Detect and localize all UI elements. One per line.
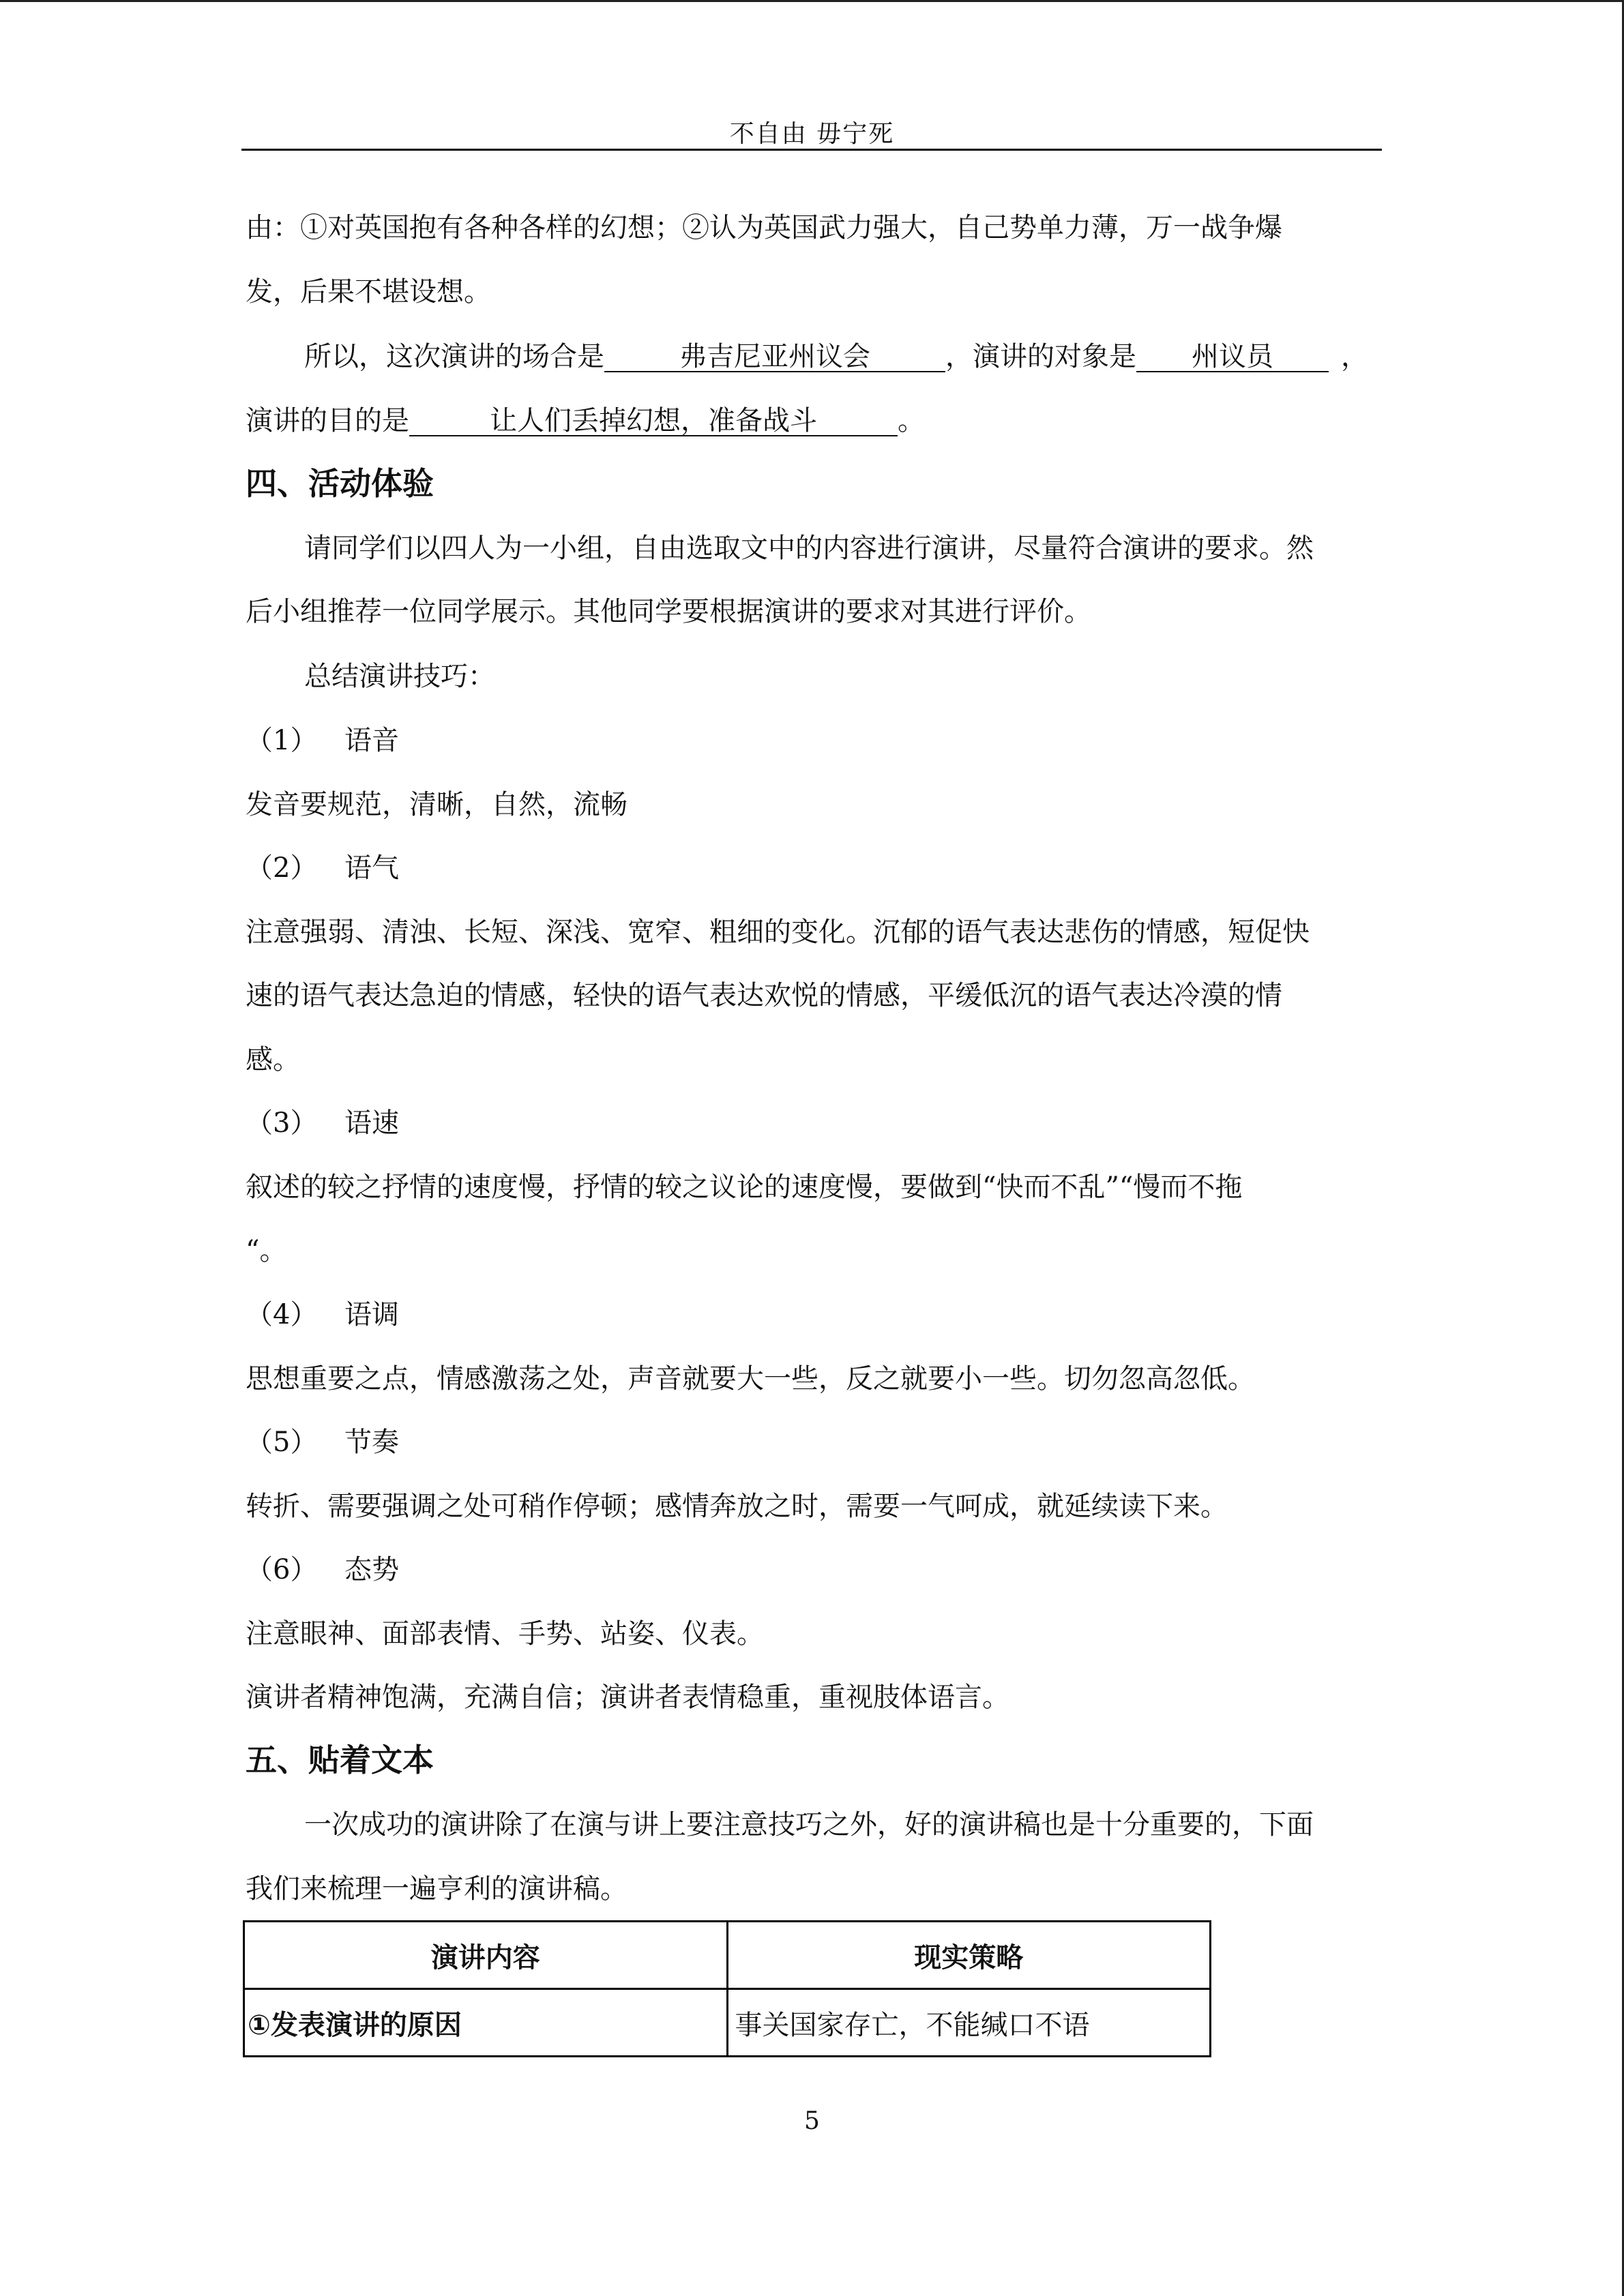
table-cell: 事关国家存亡，不能缄口不语 bbox=[727, 1989, 1211, 2057]
paragraph-line: 叙述的较之抒情的速度慢，抒情的较之议论的速度慢，要做到“快而不乱”“慢而不拖 bbox=[246, 1172, 1243, 1203]
fill-end: ， bbox=[1341, 341, 1368, 372]
item-number: （2） bbox=[246, 852, 318, 884]
section-heading: 五、贴着文本 bbox=[246, 1742, 434, 1778]
item-number: （1） bbox=[246, 725, 318, 756]
paragraph-line: 发音要规范，清晰，自然，流畅 bbox=[246, 789, 628, 820]
item-number: （3） bbox=[246, 1107, 318, 1139]
item-title: 语气 bbox=[344, 852, 399, 884]
technique-item-title bbox=[246, 1556, 399, 1583]
header-rule bbox=[241, 149, 1382, 151]
paragraph-line: 转折、需要强调之处可稍作停顿；感情奔放之时，需要一气呵成，就延续读下来。 bbox=[246, 1491, 1228, 1522]
answer-blank-place: 弗吉尼亚州议会 bbox=[604, 342, 945, 372]
fill-purpose-prefix: 演讲的目的是 bbox=[246, 405, 409, 436]
item-title: 语音 bbox=[344, 725, 399, 756]
technique-item-title bbox=[246, 854, 399, 882]
fill-in-sentence bbox=[304, 342, 1368, 372]
table-header-row bbox=[244, 1922, 1211, 1989]
paragraph-line: 演讲者精神饱满，充满自信；演讲者表情稳重，重视肢体语言。 bbox=[246, 1682, 1009, 1713]
summary-label: 总结演讲技巧： bbox=[304, 661, 495, 692]
speech-strategy-table bbox=[243, 1920, 1211, 2057]
technique-item-title bbox=[246, 1301, 399, 1328]
paragraph-line: 注意眼神、面部表情、手势、站姿、仪表。 bbox=[246, 1618, 764, 1650]
answer-blank-audience: 州议员 bbox=[1136, 342, 1329, 372]
page-number: 5 bbox=[804, 2107, 820, 2135]
paragraph-line: 后小组推荐一位同学展示。其他同学要根据演讲的要求对其进行评价。 bbox=[246, 596, 1091, 627]
technique-item-title bbox=[246, 1429, 399, 1456]
paragraph-line: 由：①对英国抱有各种各样的幻想；②认为英国武力强大，自己势单力薄，万一战争爆 bbox=[246, 212, 1282, 243]
item-number: （6） bbox=[246, 1554, 318, 1585]
item-number: （5） bbox=[246, 1427, 318, 1458]
paragraph-line: 发，后果不堪设想。 bbox=[246, 276, 491, 308]
answer-blank-purpose: 让人们丢掉幻想，准备战斗 bbox=[409, 406, 898, 436]
paragraph-line: “。 bbox=[246, 1235, 287, 1266]
fill-in-sentence bbox=[246, 406, 925, 436]
table-header-cell: 演讲内容 bbox=[244, 1922, 728, 1989]
table-header-cell: 现实策略 bbox=[727, 1922, 1211, 1989]
item-number: （4） bbox=[246, 1299, 318, 1330]
item-title: 节奏 bbox=[344, 1427, 399, 1458]
paragraph-line: 感。 bbox=[246, 1044, 300, 1075]
running-header: 不自由 毋宁死 bbox=[729, 120, 895, 148]
section-heading: 四、活动体验 bbox=[246, 465, 434, 502]
item-title: 态势 bbox=[344, 1554, 399, 1585]
paragraph-line: 思想重要之点，情感激荡之处，声音就要大一些，反之就要小一些。切勿忽高忽低。 bbox=[246, 1363, 1255, 1395]
paragraph-line: 我们来梳理一遍亨利的演讲稿。 bbox=[246, 1873, 628, 1905]
table-cell: ①发表演讲的原因 bbox=[244, 1989, 728, 2057]
item-title: 语调 bbox=[344, 1299, 399, 1330]
fill-prefix: 所以，这次演讲的场合是 bbox=[304, 341, 604, 372]
paragraph-line: 注意强弱、清浊、长短、深浅、宽窄、粗细的变化。沉郁的语气表达悲伤的情感，短促快 bbox=[246, 916, 1310, 948]
paragraph-line: 请同学们以四人为一小组，自由选取文中的内容进行演讲，尽量符合演讲的要求。然 bbox=[304, 533, 1314, 564]
fill-purpose-end: 。 bbox=[898, 405, 925, 436]
paragraph-line: 一次成功的演讲除了在演与讲上要注意技巧之外，好的演讲稿也是十分重要的，下面 bbox=[304, 1809, 1314, 1840]
fill-mid: ，演讲的对象是 bbox=[945, 341, 1136, 372]
technique-item-title bbox=[246, 1109, 399, 1137]
table-row bbox=[244, 1989, 1211, 2057]
item-title: 语速 bbox=[344, 1107, 399, 1139]
paragraph-line: 速的语气表达急迫的情感，轻快的语气表达欢悦的情感，平缓低沉的语气表达冷漠的情 bbox=[246, 980, 1282, 1011]
technique-item-title bbox=[246, 727, 399, 754]
